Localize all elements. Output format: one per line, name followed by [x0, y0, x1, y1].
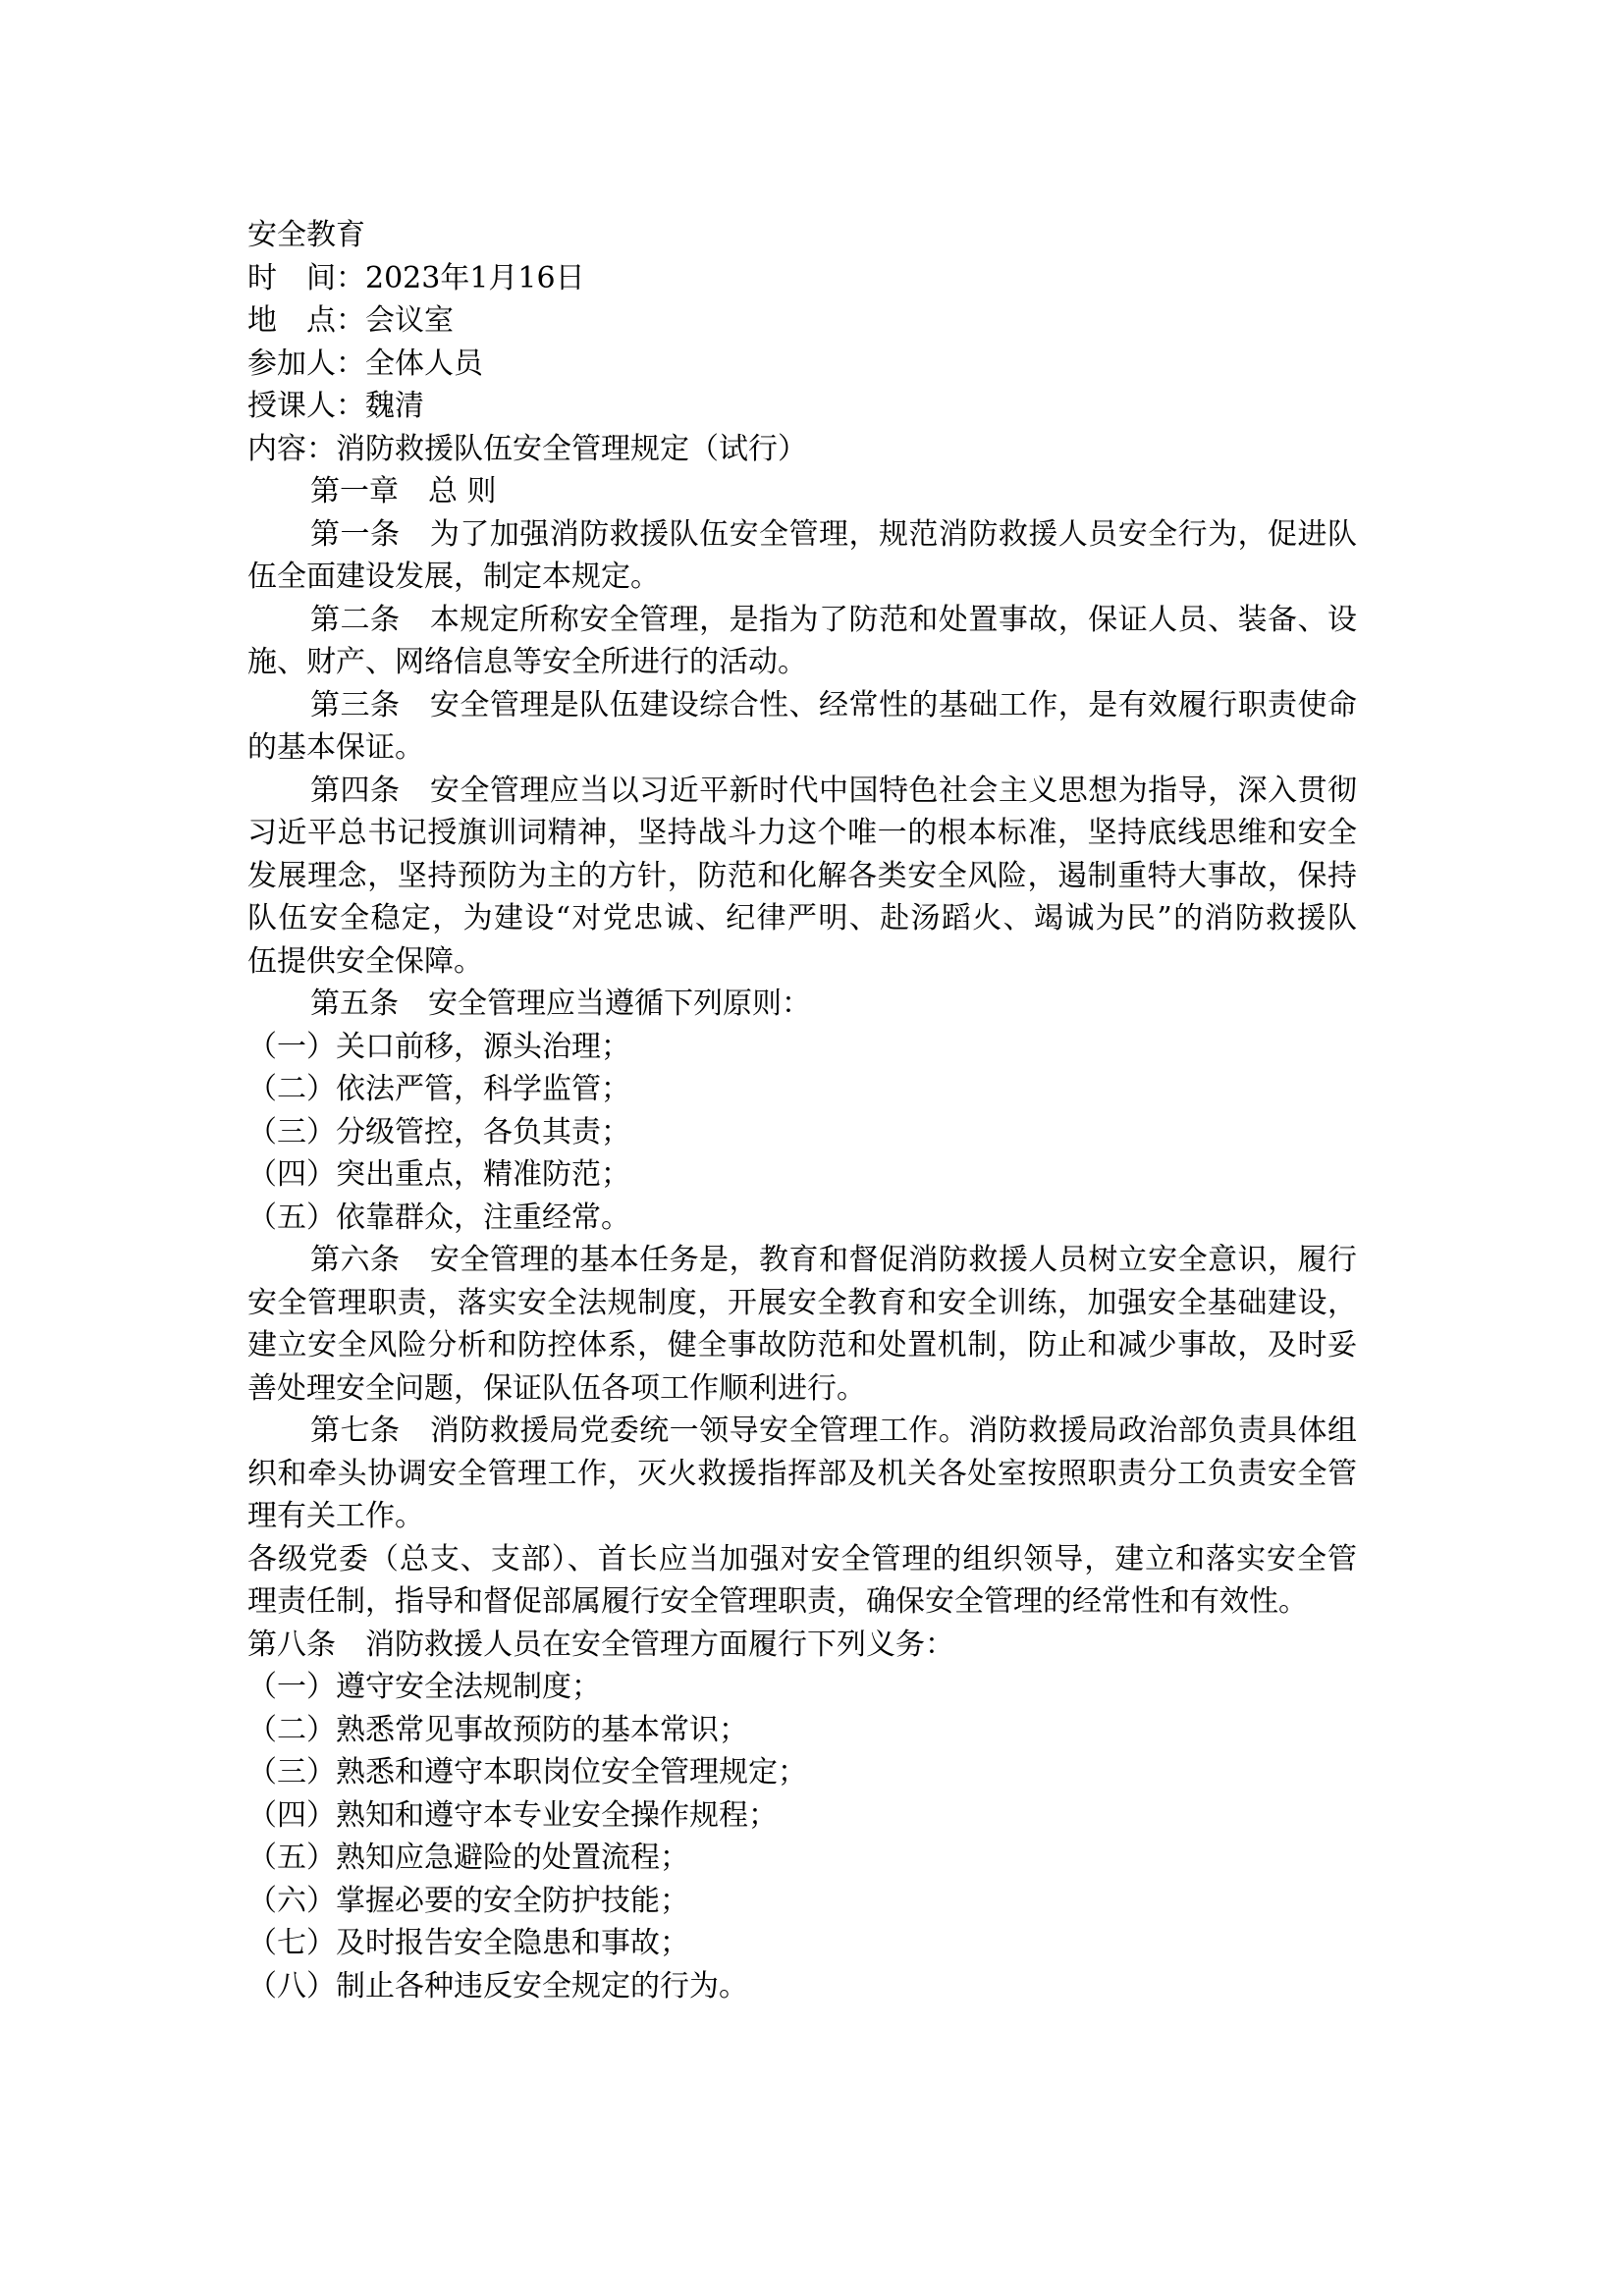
- text-line: 第三条 安全管理是队伍建设综合性、经常性的基础工作，是有效履行职责使命: [310, 687, 1357, 722]
- text-line: 善处理安全问题，保证队伍各项工作顺利进行。: [247, 1370, 866, 1406]
- document-body: [247, 513, 1357, 2008]
- meta-place-label: 地 点：: [247, 303, 365, 338]
- meta-time-value: 2023年1月16日: [365, 260, 585, 295]
- meta-content: [247, 428, 1357, 471]
- text-line: （三）熟悉和遵守本职岗位安全管理规定；: [247, 1755, 807, 1789]
- meta-participants-value: 全体人员: [365, 346, 483, 381]
- text-line: （一）遵守安全法规制度；: [247, 1670, 601, 1704]
- meta-content-label: 内容：: [247, 431, 336, 466]
- meta-lecturer-label: 授课人：: [247, 389, 365, 423]
- meta-place-value: 会议室: [365, 303, 454, 338]
- text-line: （五）熟知应急避险的处置流程；: [247, 1841, 689, 1875]
- text-line: 第五条 安全管理应当遵循下列原则：: [310, 987, 811, 1021]
- text-line: （三）分级管控，各负其责；: [247, 1114, 630, 1149]
- meta-place: [247, 299, 1357, 343]
- text-line: 伍提供安全保障。: [247, 943, 483, 979]
- text-line: 各级党委（总支、支部）、首长应当加强对安全管理的组织领导，建立和落实安全管: [247, 1541, 1357, 1576]
- text-line: （二）熟悉常见事故预防的基本常识；: [247, 1712, 748, 1747]
- text-line: （二）依法严管，科学监管；: [247, 1072, 630, 1106]
- text-line: 队伍安全稳定，为建设“对党忠诚、纪律严明、赴汤蹈火、竭诚为民”的消防救援队: [247, 901, 1357, 935]
- text-line: （四）突出重点，精准防范；: [247, 1157, 630, 1192]
- document-page: [247, 214, 1357, 2007]
- text-line: 习近平总书记授旗训词精神，坚持战斗力这个唯一的根本标准，坚持底线思维和安全: [247, 816, 1357, 850]
- text-line: （七）及时报告安全隐患和事故；: [247, 1926, 689, 1960]
- text-line: 第八条 消防救援人员在安全管理方面履行下列义务：: [247, 1627, 954, 1662]
- text-line: 织和牵头协调安全管理工作，灭火救援指挥部及机关各处室按照职责分工负责安全管: [247, 1456, 1357, 1491]
- text-line: （八）制止各种违反安全规定的行为。: [247, 1968, 748, 2003]
- document-title: 安全教育: [247, 218, 365, 252]
- text-line: （四）熟知和遵守本专业安全操作规程；: [247, 1797, 778, 1833]
- meta-lecturer-value: 魏清: [365, 389, 424, 423]
- text-line: 第二条 本规定所称安全管理，是指为了防范和处置事故，保证人员、装备、设: [310, 602, 1357, 637]
- text-line: 理有关工作。: [247, 1499, 424, 1533]
- meta-participants: [247, 343, 1357, 386]
- meta-time: [247, 257, 1357, 300]
- text-line: 第六条 安全管理的基本任务是，教育和督促消防救援人员树立安全意识，履行: [310, 1243, 1357, 1277]
- text-line: （六）掌握必要的安全防护技能；: [247, 1883, 689, 1918]
- meta-content-value: 消防救援队伍安全管理规定（试行）: [336, 431, 807, 466]
- text-line: 发展理念，坚持预防为主的方针，防范和化解各类安全风险，遏制重特大事故，保持: [247, 858, 1357, 893]
- text-line: 的基本保证。: [247, 730, 424, 765]
- text-line: 理责任制，指导和督促部属履行安全管理职责，确保安全管理的经常性和有效性。: [247, 1584, 1308, 1619]
- text-line: 第四条 安全管理应当以习近平新时代中国特色社会主义思想为指导，深入贯彻: [310, 773, 1357, 808]
- text-line: 伍全面建设发展，制定本规定。: [247, 560, 660, 594]
- text-line: 安全管理职责，落实安全法规制度，开展安全教育和安全训练，加强安全基础建设，: [247, 1285, 1357, 1320]
- meta-participants-label: 参加人：: [247, 346, 365, 381]
- text-line: （一）关口前移，源头治理；: [247, 1029, 630, 1064]
- meta-time-label: 时 间：: [247, 260, 365, 295]
- text-line: 施、财产、网络信息等安全所进行的活动。: [247, 645, 807, 679]
- text-line: 第七条 消防救援局党委统一领导安全管理工作。消防救援局政治部负责具体组: [310, 1414, 1357, 1448]
- text-line: （五）依靠群众，注重经常。: [247, 1200, 630, 1235]
- chapter-heading: 第一章 总 则: [310, 474, 497, 508]
- text-line: 建立安全风险分析和防控体系，健全事故防范和处置机制，防止和减少事故，及时妥: [247, 1328, 1357, 1362]
- text-line: 第一条 为了加强消防救援队伍安全管理，规范消防救援人员安全行为，促进队: [310, 516, 1357, 552]
- meta-lecturer: [247, 385, 1357, 428]
